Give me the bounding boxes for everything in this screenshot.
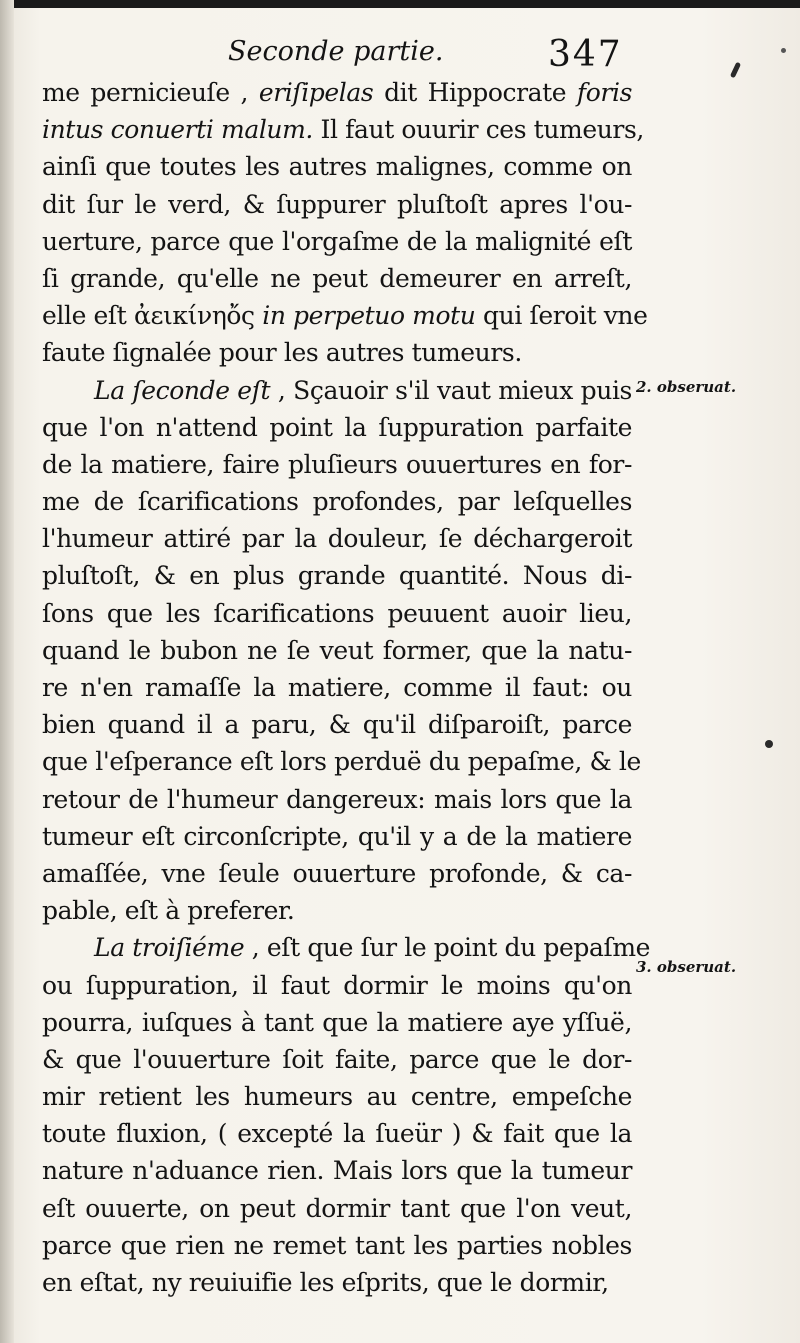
text-run: pourra, iuſques à tant que la matiere aye yſſuë, (42, 1007, 632, 1037)
text-run: faute ſignalée pour les autres tumeurs. (42, 338, 522, 368)
text-line (42, 1041, 632, 1078)
text-line (42, 74, 632, 111)
text-run: de la matiere, faire pluſieurs ouuertures en for- (42, 449, 632, 479)
text-run: ſons que les ſcarifications peuuent auoir lieu, (42, 598, 632, 628)
text-run: re n'en ramaſſe la matiere, comme il faut: ou (42, 673, 632, 702)
scan-top-edge (0, 0, 800, 8)
text-line (42, 855, 632, 892)
italic-text: foris (576, 78, 633, 107)
text-line (42, 632, 632, 669)
text-run: Il faut ouurir ces tumeurs, (312, 115, 644, 145)
text-line (42, 297, 648, 334)
text-run: , Sçauoir s'il vaut mieux puis (270, 375, 632, 405)
text-run: uerture, parce que l'orgaſme de la malignité eſt (42, 226, 632, 256)
text-run: mir retient les humeurs au centre, empeſche (42, 1082, 632, 1112)
text-run: retour de l'humeur dangereux: mais lors que la (42, 784, 632, 814)
text-line (42, 929, 651, 966)
text-line (42, 446, 632, 483)
text-run: l'humeur attiré par la douleur, ſe déchargeroit (42, 524, 632, 554)
text-run: toute fluxion, ( excepté la ſueür ) & fait que la (42, 1119, 632, 1149)
text-line (42, 669, 632, 706)
text-run: me pernicieuſe , (42, 78, 259, 107)
text-run: nature n'aduance rien. Mais lors que la tumeur (42, 1156, 632, 1186)
text-line (42, 967, 632, 1004)
text-run: dit Hippocrate (373, 78, 577, 107)
text-line (42, 520, 632, 557)
text-run: ſi grande, qu'elle ne peut demeurer en arreſt, (42, 263, 632, 293)
text-run: pluſtoſt, & en plus grande quantité. Nous di- (42, 561, 632, 591)
text-line (42, 781, 632, 818)
text-line (42, 818, 632, 855)
ink-speck (781, 48, 786, 53)
italic-text: intus conuerti malum. (42, 115, 313, 145)
text-run: elle eſt ἀεικίνηὄς (42, 301, 263, 331)
italic-text: La troiſiéme (94, 933, 245, 963)
margin-note-3: 3. obseruat. (636, 958, 737, 976)
text-run: dit ſur le verd, & ſuppurer pluſtoſt apres l'ou- (42, 189, 632, 219)
ink-mark (730, 62, 741, 79)
text-line (42, 743, 641, 780)
running-title: Seconde partie. (228, 36, 444, 67)
text-run: en eſtat, ny reuiuifie les eſprits, que le dormir, (42, 1268, 609, 1297)
text-line (42, 1115, 632, 1152)
text-run: eſt ouuerte, on peut dormir tant que l'on veut, (42, 1193, 632, 1223)
text-line (42, 148, 632, 185)
body-text (42, 74, 651, 1301)
text-run: qui ſeroit vne (475, 301, 648, 331)
text-line (42, 1004, 632, 1041)
text-line (42, 223, 632, 260)
text-run: que l'eſperance eſt lors perduë du pepaſme, & le (42, 747, 641, 777)
text-line (42, 409, 632, 446)
text-line (42, 557, 632, 594)
text-run: & que l'ouuerture ſoit faite, parce que le dor- (42, 1044, 632, 1074)
text-line (42, 483, 632, 520)
text-run: , eſt que ſur le point du pepaſme (244, 933, 651, 963)
text-line (42, 334, 632, 371)
text-line (42, 1078, 632, 1115)
text-line (42, 1264, 632, 1301)
text-run: quand le bubon ne ſe veut former, que la natu- (42, 635, 632, 665)
page-gutter (0, 0, 14, 1343)
text-line (42, 372, 632, 409)
text-line (42, 111, 644, 148)
margin-note-2: 2. obseruat. (636, 378, 737, 396)
text-run: que l'on n'attend point la ſuppuration parfaite (42, 412, 632, 442)
text-run: ou ſuppuration, il faut dormir le moins qu'on (42, 970, 632, 1000)
text-run: me de ſcarifications profondes, par leſquelles (42, 487, 632, 517)
italic-text: in perpetuo motu (262, 301, 476, 331)
text-line (42, 892, 632, 929)
text-run: bien quand il a paru, & qu'il diſparoiſt, parce (42, 710, 632, 740)
italic-text: eriſipelas (258, 78, 374, 107)
page-number: 347 (548, 34, 623, 75)
text-run: tumeur eſt circonſcripte, qu'il y a de la matiere (42, 821, 632, 851)
text-line (42, 1152, 632, 1189)
text-run: pable, eſt à preferer. (42, 896, 295, 926)
text-run: parce que rien ne remet tant les parties nobles (42, 1230, 632, 1260)
text-line (42, 1190, 632, 1227)
text-line (42, 595, 632, 632)
ink-speck (765, 740, 773, 748)
text-line (42, 186, 632, 223)
text-line (42, 1227, 632, 1264)
italic-text: La ſeconde eſt (94, 375, 271, 405)
text-run: ainſi que toutes les autres malignes, comme on (42, 152, 632, 182)
text-line (42, 706, 632, 743)
text-run: amaſſée, vne ſeule ouuerture profonde, & ca- (42, 858, 632, 888)
text-line (42, 260, 632, 297)
